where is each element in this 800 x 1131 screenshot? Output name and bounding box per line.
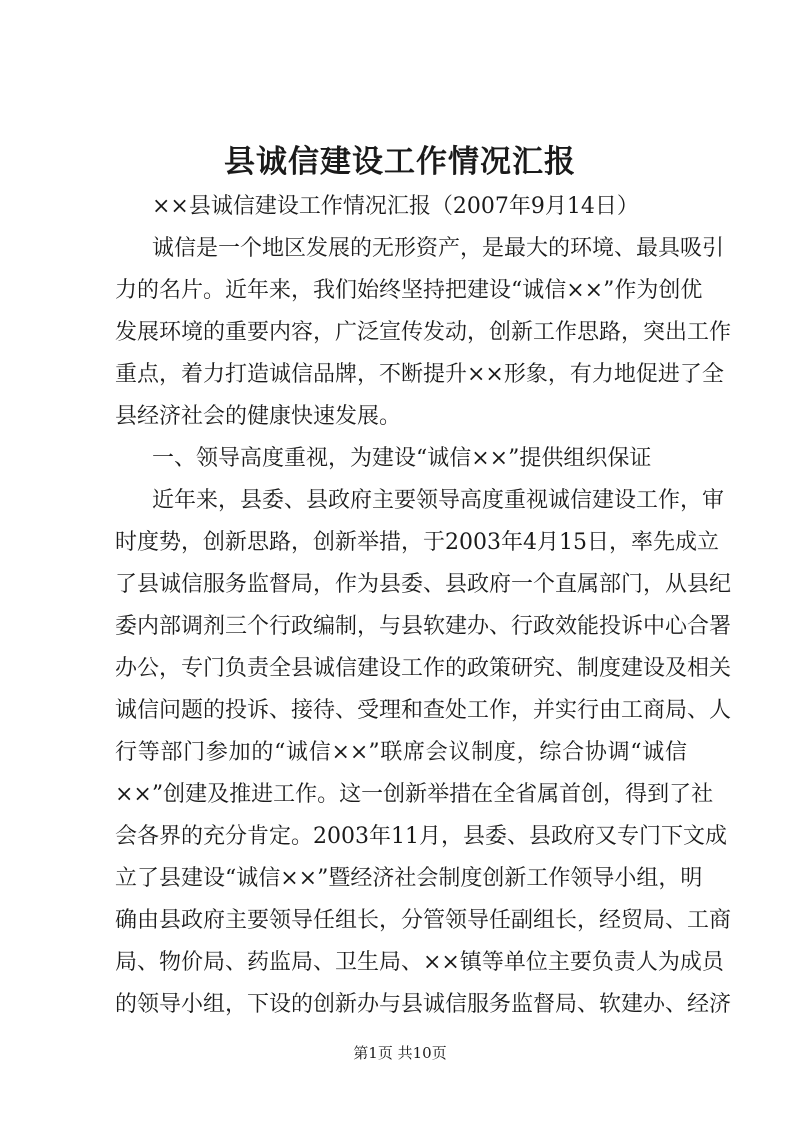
paragraph-2-line-8: ××”创建及推进工作。这一创新举措在全省属首创，得到了社 <box>115 782 714 807</box>
paragraph-1-line-4: 重点，着力打造诚信品牌，不断提升××形象，有力地促进了全 <box>115 362 724 387</box>
paragraph-2-line-5: 办公，专门负责全县诚信建设工作的政策研究、制度建设及相关 <box>115 656 732 681</box>
paragraph-2-line-12: 局、物价局、药监局、卫生局、××镇等单位主要负责人为成员 <box>115 950 724 975</box>
paragraph-1-line-3: 发展环境的重要内容，广泛宣传发动，创新工作思路，突出工作 <box>115 320 732 345</box>
paragraph-2-line-7: 行等部门参加的“诚信××”联席会议制度，综合协调“诚信 <box>115 740 687 765</box>
paragraph-2-line-9: 会各界的充分肯定。2003年11月，县委、县政府又专门下文成 <box>115 824 727 849</box>
paragraph-2-line-2: 时度势，创新思路，创新举措，于2003年4月15日，率先成立 <box>115 530 719 555</box>
page-number: 第1页 共10页 <box>353 1044 447 1062</box>
paragraph-2-line-1: 近年来，县委、县政府主要领导高度重视诚信建设工作，审 <box>152 488 725 513</box>
subtitle-line: ××县诚信建设工作情况汇报（2007年9月14日） <box>152 194 639 219</box>
paragraph-2-line-3: 了县诚信服务监督局，作为县委、县政府一个直属部门，从县纪 <box>115 572 732 597</box>
paragraph-2-line-13: 的领导小组，下设的创新办与县诚信服务监督局、软建办、经济 <box>115 992 732 1017</box>
paragraph-1-line-1: 诚信是一个地区发展的无形资产，是最大的环境、最具吸引 <box>152 236 725 261</box>
paragraph-1-line-5: 县经济社会的健康快速发展。 <box>115 404 402 429</box>
paragraph-2-line-6: 诚信问题的投诉、接待、受理和查处工作，并实行由工商局、人 <box>115 698 732 723</box>
paragraph-2-line-4: 委内部调剂三个行政编制，与县软建办、行政效能投诉中心合署 <box>115 614 732 639</box>
paragraph-1-line-2: 力的名片。近年来，我们始终坚持把建设“诚信××”作为创优 <box>115 278 703 303</box>
paragraph-2-line-11: 确由县政府主要领导任组长，分管领导任副组长，经贸局、工商 <box>115 908 732 933</box>
section-heading-1: 一、领导高度重视，为建设“诚信××”提供组织保证 <box>152 446 652 471</box>
document-title: 县诚信建设工作情况汇报 <box>224 144 576 180</box>
paragraph-2-line-10: 立了县建设“诚信××”暨经济社会制度创新工作领导小组，明 <box>115 866 703 891</box>
